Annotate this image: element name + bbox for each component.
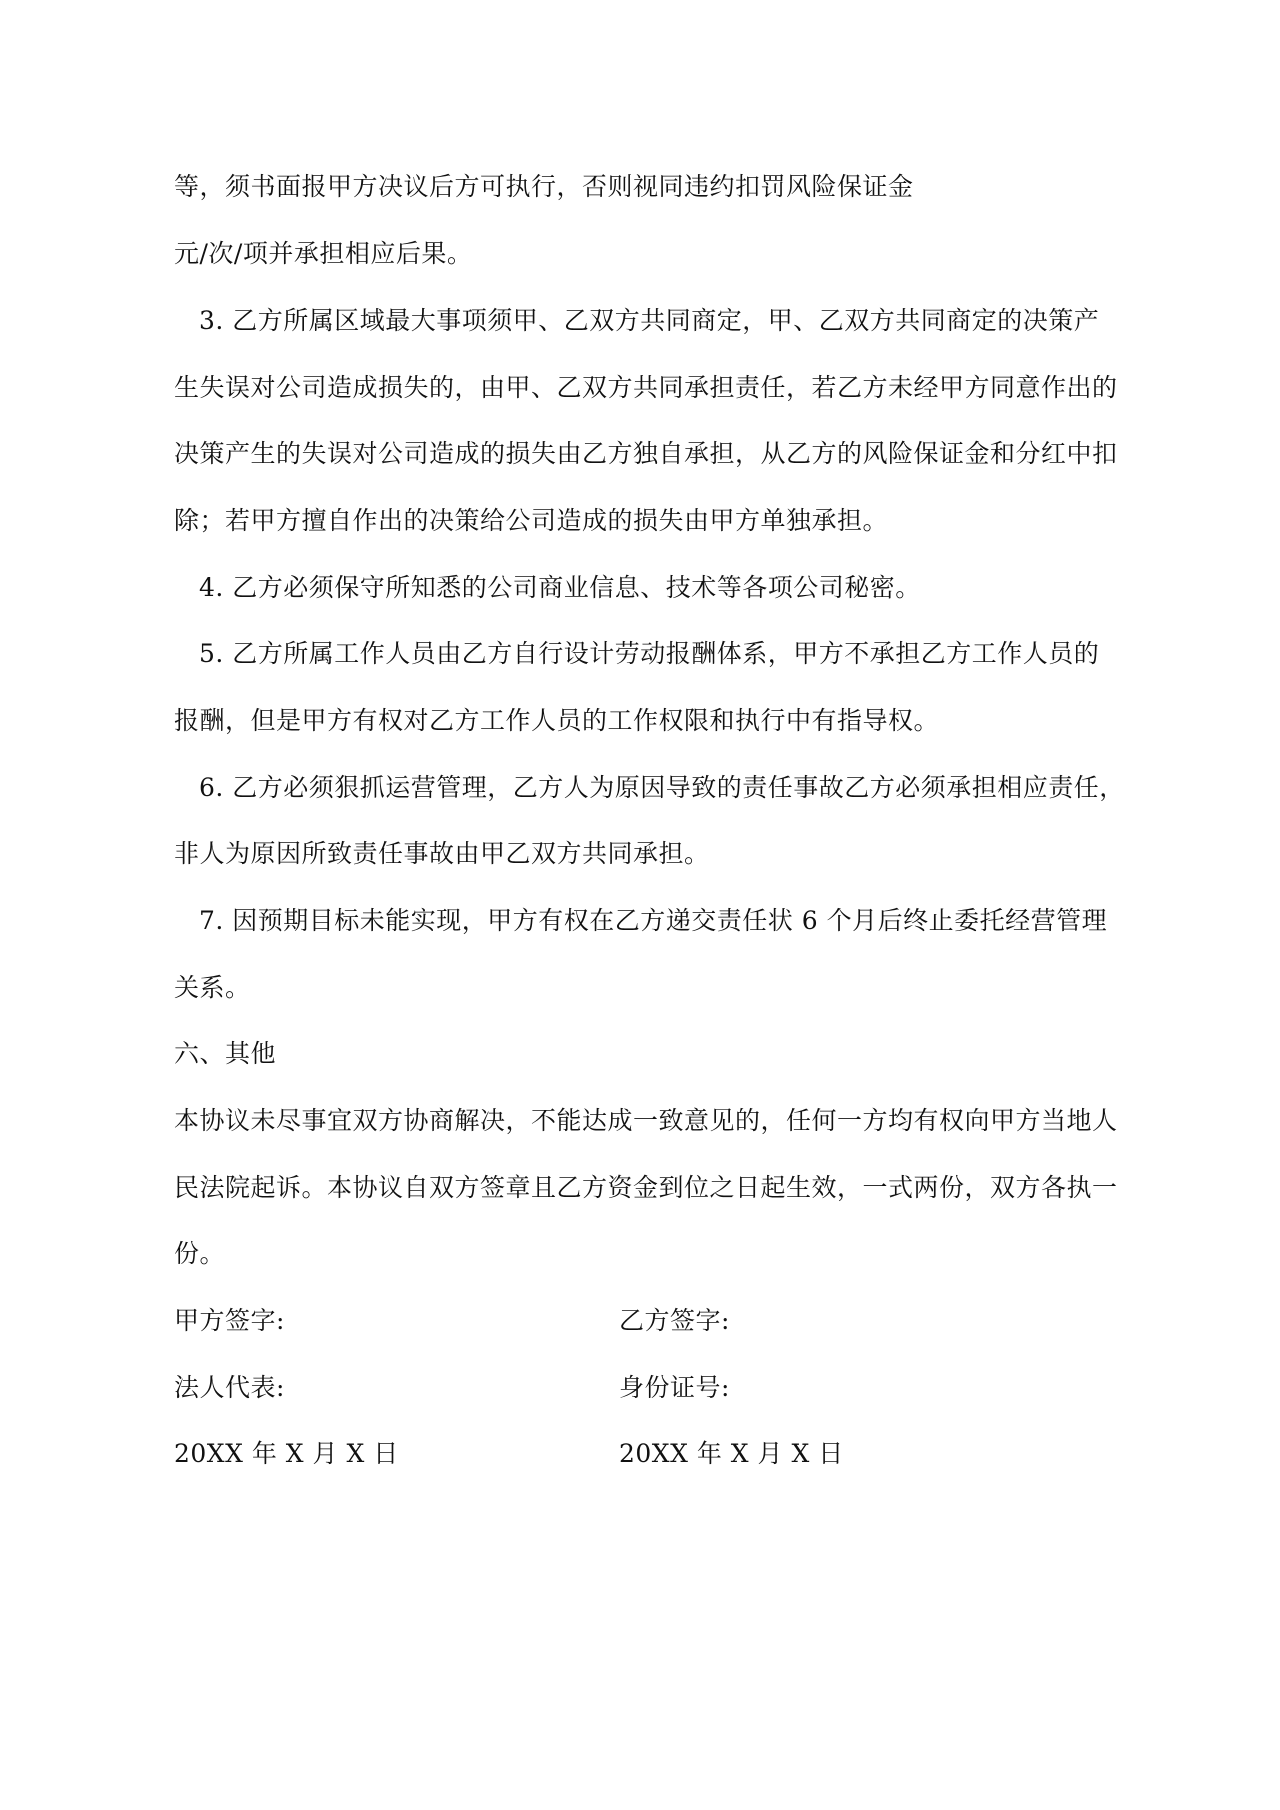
clause-3-line: 3. 乙方所属区域最大事项须甲、乙双方共同商定，甲、乙双方共同商定的决策产 — [199, 306, 1100, 335]
closing-paragraph-line: 本协议未尽事宜双方协商解决，不能达成一致意见的，任何一方均有权向甲方当地人 — [174, 1106, 1118, 1135]
party-a-sign-label: 甲方签字: — [174, 1306, 285, 1335]
section-heading-other: 六、其他 — [174, 1039, 277, 1068]
clause-4-line: 4. 乙方必须保守所知悉的公司商业信息、技术等各项公司秘密。 — [199, 573, 921, 602]
clause-3-line: 除；若甲方擅自作出的决策给公司造成的损失由甲方单独承担。 — [174, 506, 889, 535]
party-a-date: 20XX 年 X 月 X 日 — [174, 1439, 399, 1468]
paragraph-line: 等，须书面报甲方决议后方可执行，否则视同违约扣罚风险保证金 — [174, 172, 914, 201]
party-b-sign-label: 乙方签字: — [619, 1306, 730, 1335]
clause-5-line: 5. 乙方所属工作人员由乙方自行设计劳动报酬体系，甲方不承担乙方工作人员的 — [199, 639, 1100, 668]
party-b-id-label: 身份证号: — [619, 1373, 730, 1402]
clause-5-line: 报酬，但是甲方有权对乙方工作人员的工作权限和执行中有指导权。 — [174, 706, 940, 735]
clause-6-line: 非人为原因所致责任事故由甲乙双方共同承担。 — [174, 839, 710, 868]
clause-6-line: 6. 乙方必须狠抓运营管理，乙方人为原因导致的责任事故乙方必须承担相应责任， — [199, 773, 1125, 802]
clause-7-line: 7. 因预期目标未能实现，甲方有权在乙方递交责任状 6 个月后终止委托经营管理 — [199, 906, 1108, 935]
closing-paragraph-line: 民法院起诉。本协议自双方签章且乙方资金到位之日起生效，一式两份，双方各执一 — [174, 1173, 1118, 1202]
clause-3-line: 决策产生的失误对公司造成的损失由乙方独自承担，从乙方的风险保证金和分红中扣 — [174, 439, 1118, 468]
party-a-rep-label: 法人代表: — [174, 1373, 285, 1402]
party-b-date: 20XX 年 X 月 X 日 — [619, 1439, 844, 1468]
paragraph-line: 元/次/项并承担相应后果。 — [174, 239, 473, 268]
clause-3-line: 生失误对公司造成损失的，由甲、乙双方共同承担责任，若乙方未经甲方同意作出的 — [174, 373, 1118, 402]
closing-paragraph-line: 份。 — [174, 1239, 226, 1268]
clause-7-line: 关系。 — [174, 973, 251, 1002]
